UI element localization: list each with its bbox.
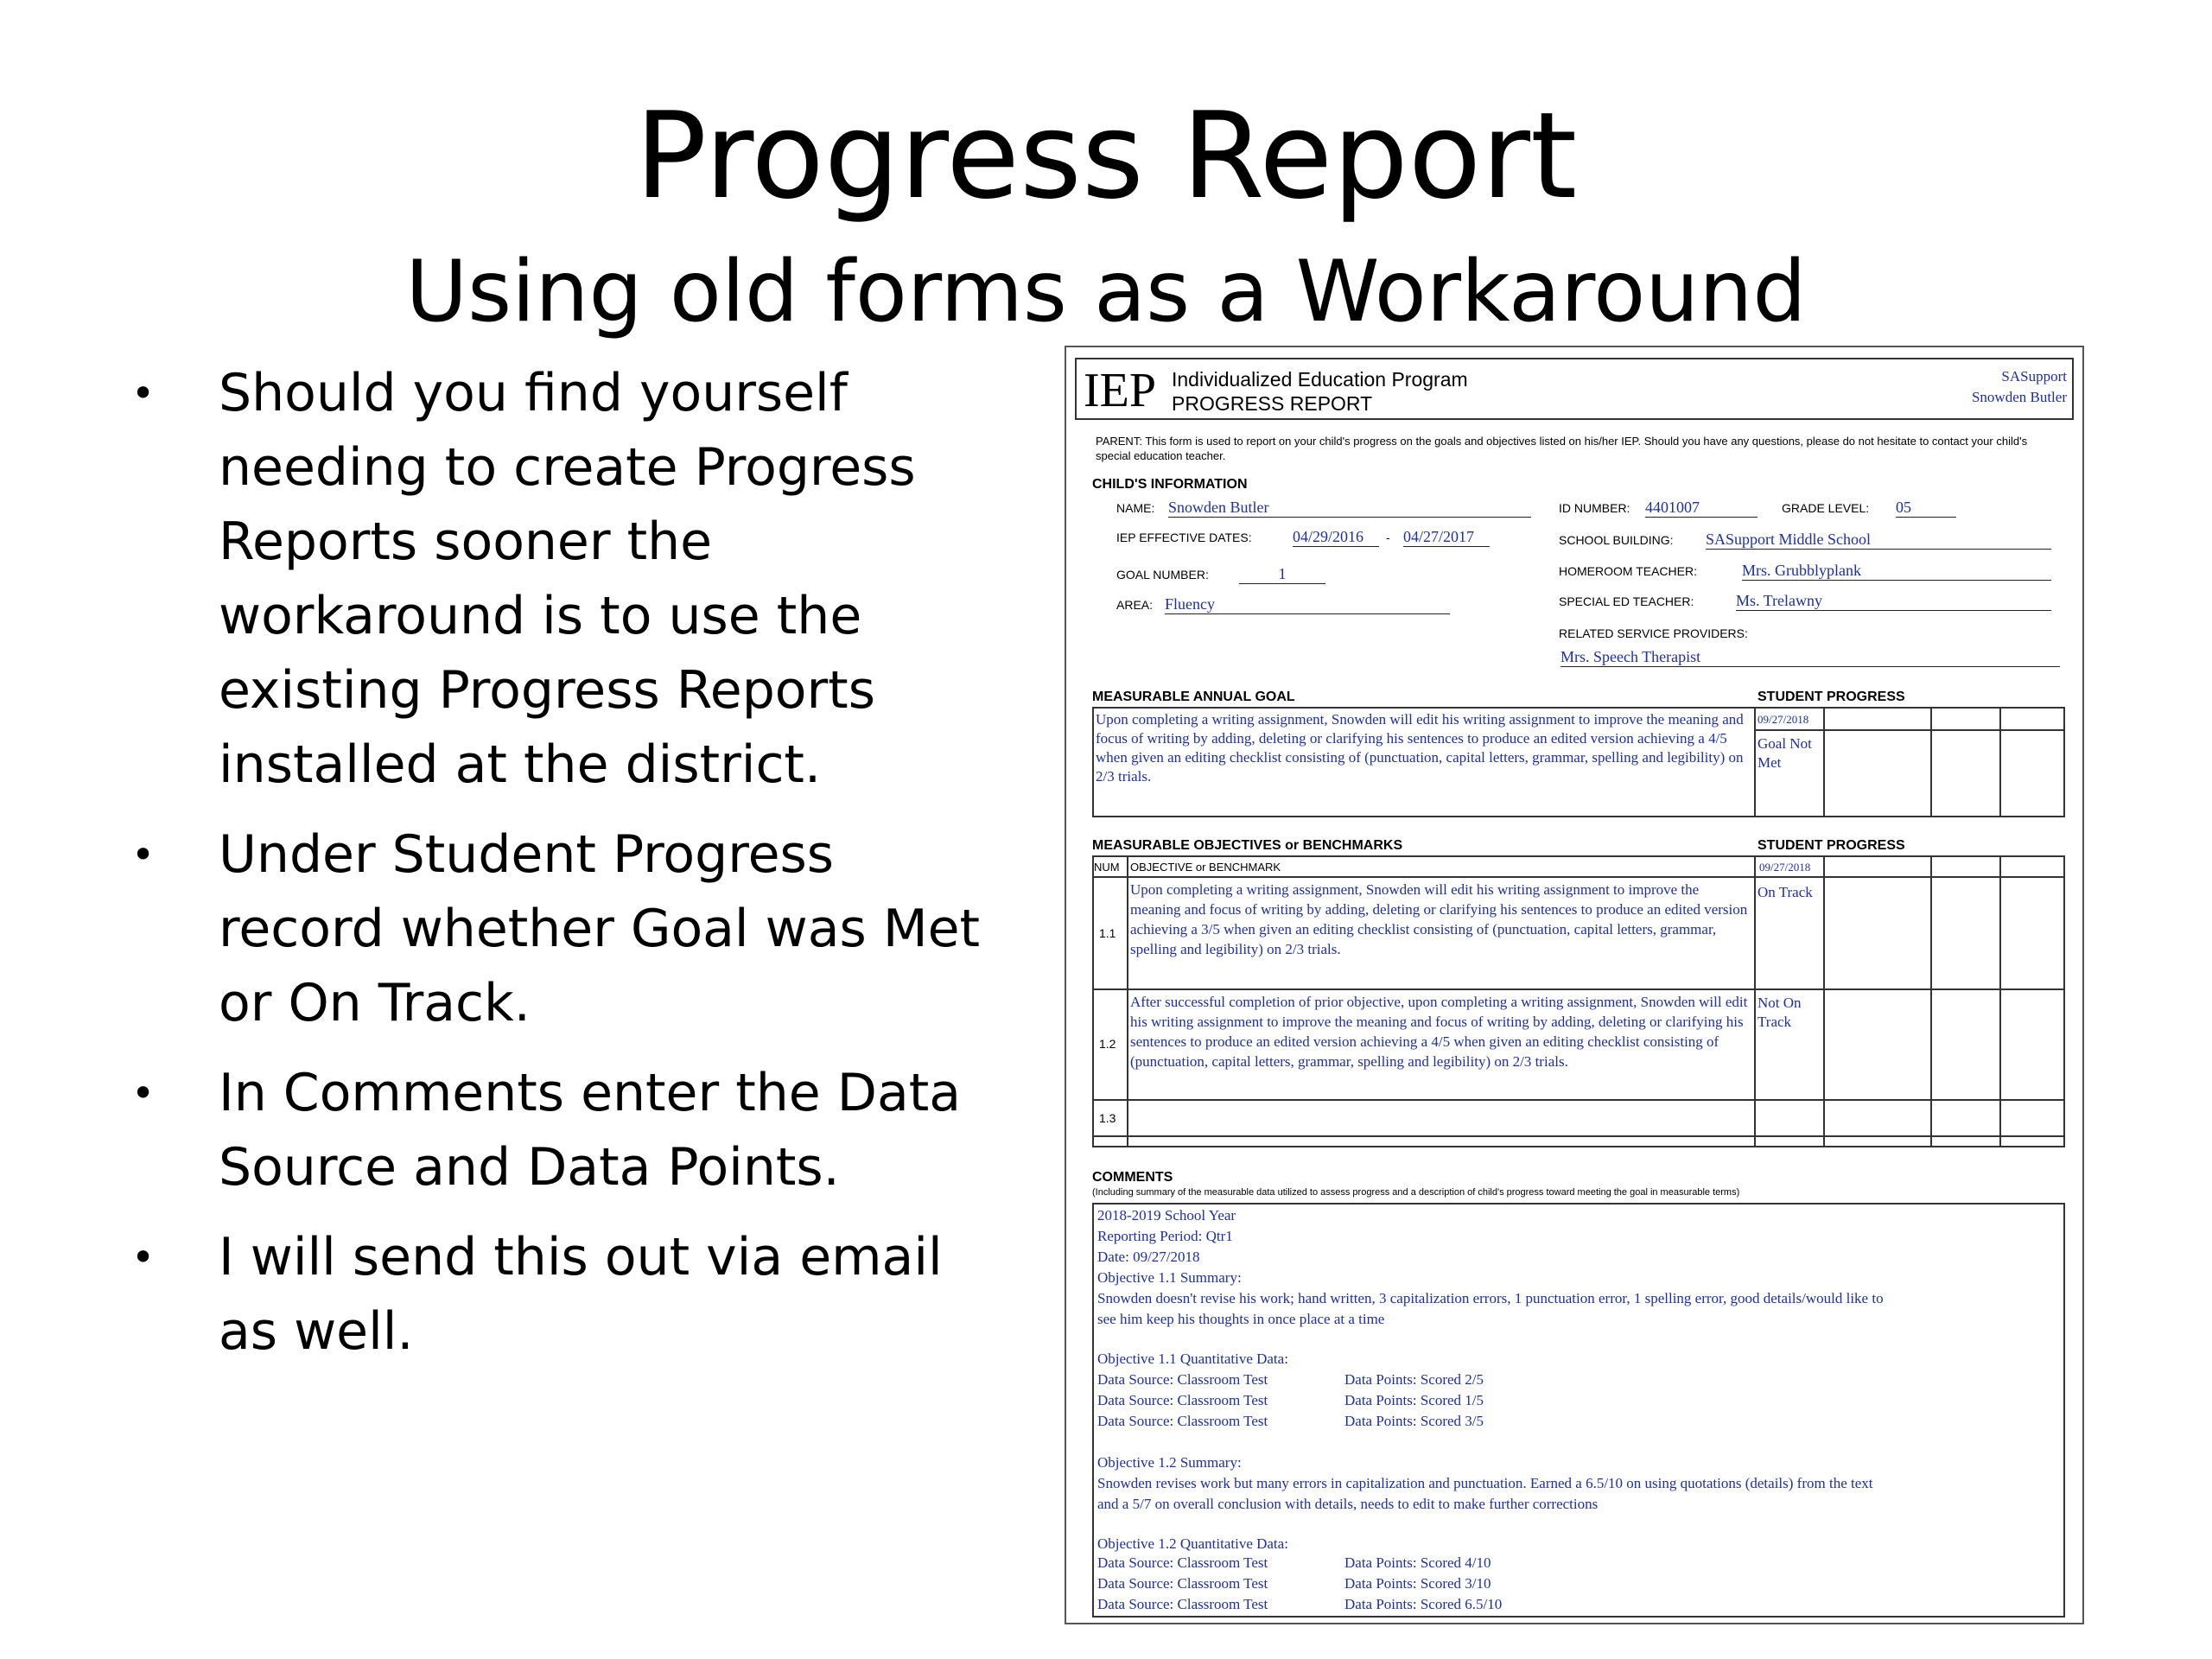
student-name-header: Snowden Butler (1971, 389, 2067, 405)
homeroom-label: HOMEROOM TEACHER: (1559, 564, 1697, 578)
sped-value: Ms. Trelawny (1736, 592, 2051, 611)
goal-number-value: 1 (1239, 565, 1325, 584)
objective-status: Not On Track (1758, 995, 1802, 1030)
table-rule (1127, 855, 1128, 1147)
objective-num: 1.1 (1099, 926, 1116, 940)
iep-logo: IEP (1084, 364, 1156, 417)
goal-date: 09/27/2018 (1758, 713, 1809, 726)
district-name: SASupport (2001, 368, 2067, 385)
objective-num: 1.2 (1099, 1037, 1116, 1051)
data-points: Data Points: Scored 3/10 (1344, 1575, 1491, 1592)
bullet-text: I will send this out via email as well. (219, 1227, 943, 1362)
comment-line: Reporting Period: Qtr1 (1097, 1228, 1233, 1244)
data-points: Data Points: Scored 1/5 (1344, 1392, 1484, 1408)
comment-line: and a 5/7 on overall conclusion with details, needs to edit to make further corrections (1097, 1496, 1599, 1512)
bullet-item (130, 1056, 994, 1205)
form-header (1075, 358, 2074, 420)
iep-start-date: 04/29/2016 (1293, 528, 1379, 547)
table-rule (1092, 876, 2065, 878)
bullet-list (130, 356, 994, 1384)
objectives-progress-label: STUDENT PROGRESS (1758, 838, 1905, 853)
name-value: Snowden Butler (1168, 499, 1531, 518)
area-label: AREA: (1116, 598, 1154, 612)
data-source: Data Source: Classroom Test (1097, 1392, 1268, 1408)
comment-line: Objective 1.2 Summary: (1097, 1454, 1242, 1471)
grade-value: 05 (1896, 499, 1956, 518)
comments-box (1092, 1203, 2065, 1618)
comment-line: see him keep his thoughts in once place at a time (1097, 1311, 1385, 1327)
table-rule (1754, 729, 2065, 731)
goal-status: Goal Not Met (1758, 735, 1812, 771)
date-separator: - (1386, 531, 1390, 544)
comment-line: Objective 1.1 Quantitative Data: (1097, 1351, 1288, 1367)
table-rule (1754, 707, 1756, 817)
slide-subtitle: Using old forms as a Workaround (405, 243, 1807, 341)
comment-line: 2018-2019 School Year (1097, 1207, 1236, 1224)
objective-num: 1.3 (1099, 1111, 1116, 1125)
comment-line: Date: 09/27/2018 (1097, 1249, 1200, 1265)
student-progress-label: STUDENT PROGRESS (1758, 690, 1905, 704)
objective-header: OBJECTIVE or BENCHMARK (1130, 861, 1281, 874)
comments-label: COMMENTS (1092, 1170, 1173, 1185)
homeroom-value: Mrs. Grubblyplank (1742, 562, 2051, 581)
bullet-text: Under Student Progress record whether Goal was Met or On Track. (219, 824, 981, 1033)
report-name: PROGRESS REPORT (1172, 392, 1373, 415)
bullet-text: In Comments enter the Data Source and Data Points. (219, 1063, 962, 1198)
table-rule (1930, 855, 1932, 1147)
school-label: SCHOOL BUILDING: (1559, 533, 1674, 547)
program-name: Individualized Education Program (1172, 368, 1468, 391)
child-info-label: CHILD'S INFORMATION (1092, 477, 1248, 492)
bullet-icon: • (131, 370, 156, 416)
table-rule (1092, 1099, 2065, 1101)
goal-number-label: GOAL NUMBER: (1116, 568, 1209, 582)
id-label: ID NUMBER: (1559, 501, 1630, 515)
table-rule (1092, 988, 2065, 990)
data-points: Data Points: Scored 6.5/10 (1344, 1596, 1503, 1612)
bullet-icon: • (131, 1070, 156, 1116)
annual-goal-text: Upon completing a writing assignment, Snowden will edit his writing assignment to improve the meaning and focus of writing by adding, deleting or clarifying his sentences to produce an edited version achieving a 4/5 when given an editing checklist consisting of (punctuation, capital letters, grammar, spelling and legibility) on 2/3 trials. (1096, 711, 1744, 785)
data-source: Data Source: Classroom Test (1097, 1575, 1268, 1592)
table-rule (1999, 707, 2001, 817)
iep-end-date: 04/27/2017 (1403, 528, 1490, 547)
objective-date: 09/27/2018 (1759, 861, 1811, 874)
objective-text: After successful completion of prior objective, upon completing a writing assignment, Snowden will edit his writing assignment to improve the meaning and focus of writing by adding, deleting or clarifying his sentences to produce an edited version achieving a 4/5 when given an editing checklist consisting of (punctuation, capital letters, grammar, spelling and legibility) on 2/3 trials. (1130, 994, 1748, 1070)
table-rule (1823, 855, 1825, 1147)
data-points: Data Points: Scored 2/5 (1344, 1371, 1484, 1388)
bullet-icon: • (131, 1234, 156, 1281)
table-rule (1092, 1135, 2065, 1137)
table-rule (1930, 707, 1932, 817)
grade-label: GRADE LEVEL: (1782, 501, 1870, 515)
table-rule (1754, 855, 1756, 1147)
num-header: NUM (1094, 861, 1120, 874)
data-source: Data Source: Classroom Test (1097, 1413, 1268, 1429)
iep-dates-label: IEP EFFECTIVE DATES: (1116, 531, 1252, 544)
bullet-item (130, 1220, 994, 1369)
progress-report-form-image (1065, 346, 2084, 1624)
objectives-label: MEASURABLE OBJECTIVES or BENCHMARKS (1092, 838, 1403, 853)
comment-line: Objective 1.1 Summary: (1097, 1269, 1242, 1286)
area-value: Fluency (1165, 595, 1450, 614)
data-source: Data Source: Classroom Test (1097, 1596, 1268, 1612)
bullet-icon: • (131, 831, 156, 878)
bullet-item (130, 356, 994, 802)
objective-status: On Track (1758, 884, 1813, 900)
annual-goal-label: MEASURABLE ANNUAL GOAL (1092, 690, 1295, 704)
name-label: NAME: (1116, 501, 1155, 515)
comment-line: Snowden doesn't revise his work; hand written, 3 capitalization errors, 1 punctuation error, 1 spelling error, good details/would like to (1097, 1290, 1884, 1306)
bullet-item (130, 817, 994, 1040)
school-value: SASupport Middle School (1706, 531, 2051, 550)
data-source: Data Source: Classroom Test (1097, 1554, 1268, 1571)
related-label: RELATED SERVICE PROVIDERS: (1559, 626, 1748, 640)
parent-note: PARENT: This form is used to report on your child's progress on the goals and objectives listed on his/her IEP. Should you have any questions, please do not hesitate to contact your child's special education teacher. (1096, 435, 2028, 462)
related-value: Mrs. Speech Therapist (1560, 648, 2060, 667)
comment-line: Snowden revises work but many errors in capitalization and punctuation. Earned a 6.5/10 on using quotations (details) from the text (1097, 1475, 1873, 1491)
slide-title: Progress Report (634, 86, 1578, 226)
comment-line: Objective 1.2 Quantitative Data: (1097, 1535, 1288, 1552)
table-rule (1823, 707, 1825, 817)
data-points: Data Points: Scored 4/10 (1344, 1554, 1491, 1571)
objective-text: Upon completing a writing assignment, Snowden will edit his writing assignment to improve the meaning and focus of writing by adding, deleting or clarifying his sentences to produce an edited version achieving a 3/5 when given an editing checklist consisting of (punctuation, capital letters, grammar, spelling and legibility) on 2/3 trials. (1130, 881, 1748, 957)
comments-note: (Including summary of the measurable data utilized to assess progress and a description of child's progress toward meeting the goal in measurable terms) (1092, 1187, 1740, 1198)
bullet-text: Should you find yourself needing to create Progress Reports sooner the workaround is to use the existing Progress Reports installed at the district. (219, 363, 916, 795)
header-right (1972, 366, 2067, 408)
sped-label: SPECIAL ED TEACHER: (1559, 594, 1694, 608)
table-rule (1999, 855, 2001, 1147)
id-value: 4401007 (1645, 499, 1758, 518)
data-source: Data Source: Classroom Test (1097, 1371, 1268, 1388)
data-points: Data Points: Scored 3/5 (1344, 1413, 1484, 1429)
